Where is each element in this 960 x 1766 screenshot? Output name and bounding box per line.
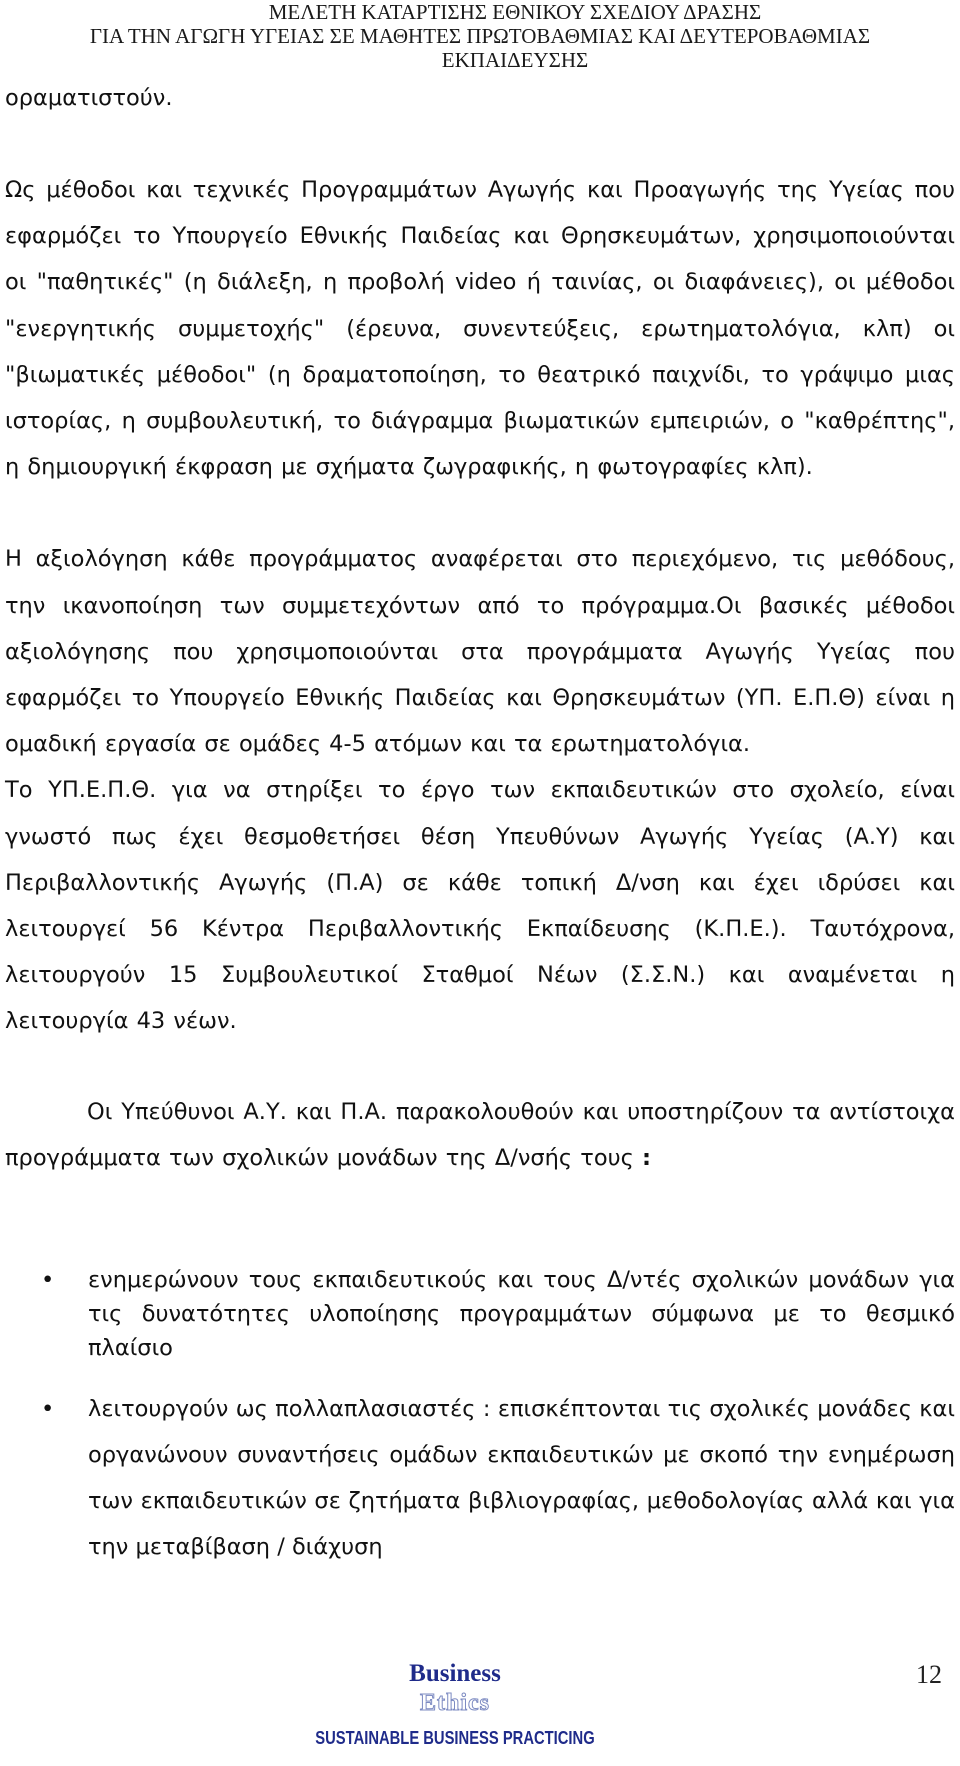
running-header xyxy=(0,0,960,72)
list-item xyxy=(5,1263,955,1366)
list-item-text: λειτουργούν ως πολλαπλασιαστές : επισκέπτονται τις σχολικές μονάδες και οργανώνουν συναντήσεις ομάδων εκπαιδευτικών με σκοπό την ενημέρωση των εκπαιδευτικών σε ζητήματα βιβλιογραφίας, μεθοδολογίας αλλά και για την μεταβίβαση / διάχυση xyxy=(88,1395,955,1560)
paragraph-responsible xyxy=(5,1089,955,1181)
logo-tagline: SUSTAINABLE BUSINESS PRACTICING xyxy=(315,1728,595,1748)
bullet-icon: • xyxy=(41,1266,55,1293)
responsibilities-list xyxy=(5,1263,955,1570)
logo-ethics-text: Ethics xyxy=(419,1690,490,1716)
trailing-word: οραματιστούν. xyxy=(5,85,173,111)
bullet-icon: • xyxy=(41,1395,55,1422)
list-item-text: ενημερώνουν τους εκπαιδευτικούς και τους Δ/ντές σχολικών μονάδων για τις δυνατότητες υλοποίησης προγραμμάτων σύμφωνα με το θεσμικό πλαίσιο xyxy=(88,1266,955,1362)
header-line-2: ΓΙΑ ΤΗΝ ΑΓΩΓΗ ΥΓΕΙΑΣ ΣΕ ΜΑΘΗΤΕΣ ΠΡΩΤΟΒΑΘΜΙΑΣ ΚΑΙ ΔΕΥΤΕΡΟΒΑΘΜΙΑΣ xyxy=(89,24,871,48)
page-body xyxy=(5,76,955,1570)
paragraph-methods: Ως μέθοδοι και τεχνικές Προγραμμάτων Αγωγής και Προαγωγής της Υγείας που εφαρμόζει το Υπουργείο Εθνικής Παιδείας και Θρησκευμάτων, χρησιμοποιούνται οι "παθητικές" (η διάλεξη, η προβολή video ή ταινίας, οι διαφάνειες), οι μέθοδοι "ενεργητικής συμμετοχής" (έρευνα, συνεντεύξεις, ερωτηματολόγια, κλπ) οι "βιωματικές μέθοδοι" (η δραματοποίηση, το θεατρικό παιχνίδι, το γράψιμο μιας ιστορίας, η συμβουλευτική, το διάγραμμα βιωματικών εμπειριών, ο "καθρέπτης", η δημιουργική έκφραση με σχήματα ζωγραφικής, η φωτογραφίες κλπ). xyxy=(5,177,955,481)
header-line-1: ΜΕΛΕΤΗ ΚΑΤΑΡΤΙΣΗΣ ΕΘΝΙΚΟΥ ΣΧΕΔΙΟΥ ΔΡΑΣΗΣ xyxy=(268,0,762,24)
paragraph-responsible-text: Οι Υπεύθυνοι Α.Υ. και Π.Α. παρακολουθούν και υποστηρίζουν τα αντίστοιχα προγράμματα των σχολικών μονάδων της Δ/νσής τους xyxy=(5,1098,955,1171)
header-line-3: ΕΚΠΑΙΔΕΥΣΗΣ xyxy=(441,48,589,72)
logo-business-text: Business xyxy=(409,1660,501,1687)
paragraph-evaluation: Η αξιολόγηση κάθε προγράμματος αναφέρεται στο περιεχόμενο, τις μεθόδους, την ικανοποίηση των συμμετεχόντων από το πρόγραμμα.Οι βασικές μέθοδοι αξιολόγησης που χρησιμοποιούνται στα προγράμματα Αγωγής Υγείας που εφαρμόζει το Υπουργείο Εθνικής Παιδείας και Θρησκευμάτων (ΥΠ. Ε.Π.Θ) είναι η ομαδική εργασία σε ομάδες 4-5 ατόμων και τα ερωτηματολόγια. xyxy=(5,546,955,758)
list-item xyxy=(5,1386,955,1570)
paragraph-responsible-colon: : xyxy=(641,1144,651,1171)
paragraph-support: Το ΥΠ.Ε.Π.Θ. για να στηρίξει το έργο των εκπαιδευτικών στο σχολείο, είναι γνωστό πως έχει θεσμοθετήσει θέση Υπευθύνων Αγωγής Υγείας (Α.Υ) και Περιβαλλοντικής Αγωγής (Π.Α) σε κάθε τοπική Δ/νση και έχει ιδρύσει και λειτουργεί 56 Κέντρα Περιβαλλοντικής Εκπαίδευσης (Κ.Π.Ε.). Ταυτόχρονα, λειτουργούν 15 Συμβουλευτικοί Σταθμοί Νέων (Σ.Σ.Ν.) και αναμένεται η λειτουργία 43 νέων. xyxy=(5,777,955,1035)
page-number: 12 xyxy=(916,1660,942,1689)
